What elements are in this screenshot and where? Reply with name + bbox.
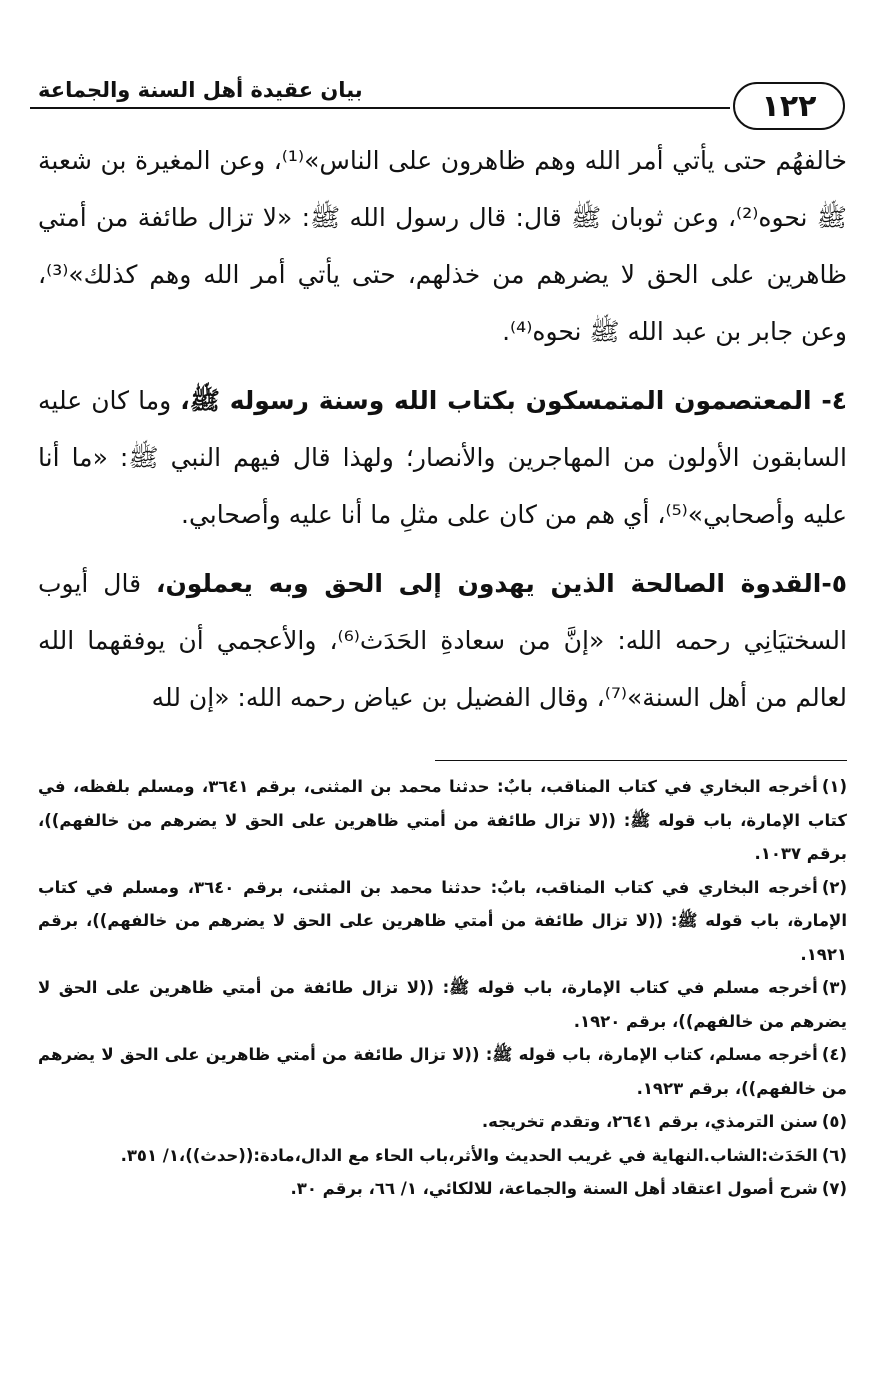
footnote-2 (38, 871, 847, 972)
paragraph-2-text: وما كان عليه السابقون الأولون من المهاجرين والأنصار؛ ولهذا قال فيهم النبي ﷺ: «ما أنا عليه وأصحابي»⁽⁵⁾، أي هم من كان على مثلِ ما أنا عليه وأصحابي. (38, 386, 847, 529)
footnote-number: (١) (821, 777, 847, 796)
paragraph-3-heading: ٥-القدوة الصالحة الذين يهدون إلى الحق وبه يعملون، (155, 569, 848, 598)
footnote-text: أخرجه البخاري في كتاب المناقب، بابٌ: حدثنا محمد بن المثنى، برقم ٣٦٤٠، ومسلم في كتاب الإمارة، باب قوله ﷺ: ((لا تزال طائفة من أمتي ظاهرين على الحق لا يضرهم من خالفهم))، برقم ١٩٢١. (38, 877, 847, 964)
footnote-number: (٤) (821, 1045, 847, 1064)
running-title: بيان عقيدة أهل السنة والجماعة (38, 78, 363, 102)
footnote-number: (٢) (821, 877, 848, 897)
paragraph-3 (38, 555, 847, 726)
footnote-number: (٥) (821, 1112, 847, 1131)
paragraph-2 (38, 372, 847, 543)
paragraph-1-text: خالفهُم حتى يأتي أمر الله وهم ظاهرون على الناس»⁽¹⁾، وعن المغيرة بن شعبة ﷺ نحوه⁽²⁾، وعن ثوبان ﷺ قال: قال رسول الله ﷺ: «لا تزال طائفة من أمتي ظاهرين على الحق لا يضرهم من خذلهم، حتى يأتي أمر الله وهم كذلك»⁽³⁾، وعن جابر بن عبد الله ﷺ نحوه⁽⁴⁾. (38, 146, 847, 346)
paragraph-2-heading: ٤- المعتصمون المتمسكون بكتاب الله وسنة رسوله ﷺ، (180, 386, 847, 415)
footnote-text: أخرجه البخاري في كتاب المناقب، بابٌ: حدثنا محمد بن المثنى، برقم ٣٦٤١، ومسلم بلفظه، في كتاب الإمارة، باب قوله ﷺ: ((لا تزال طائفة من أمتي ظاهرين على الحق لا يضرهم من خالفهم))، برقم ١٠٣٧. (38, 777, 847, 863)
footnote-1 (38, 770, 847, 871)
header-rule (30, 107, 730, 109)
page-number: ١٢٢ (733, 82, 845, 130)
footnote-4 (38, 1038, 847, 1105)
footnote-6 (38, 1139, 847, 1173)
page-header (30, 74, 845, 134)
footnote-separator (435, 760, 847, 761)
footnote-number: (٣) (821, 978, 847, 997)
footnote-5 (38, 1105, 847, 1139)
footnote-text: شرح أصول اعتقاد أهل السنة والجماعة، للالكائي، ١/ ٦٦، برقم ٣٠. (290, 1179, 818, 1198)
footnotes (38, 770, 847, 1206)
main-text (38, 132, 847, 726)
footnote-7 (38, 1172, 847, 1206)
footnote-text: أخرجه مسلم في كتاب الإمارة، باب قوله ﷺ: ((لا تزال طائفة من أمتي ظاهرين على الحق لا يضرهم من خالفهم))، برقم ١٩٢٠. (38, 978, 847, 1031)
paragraph-3-text: قال أيوب السختيَانِي رحمه الله: «إنَّ من سعادةِ الحَدَث⁽⁶⁾، والأعجمي أن يوفقهما الله لعالم من أهل السنة»⁽⁷⁾، وقال الفضيل بن عياض رحمه الله: «إن لله (38, 569, 847, 712)
footnote-number: (٦) (821, 1145, 847, 1165)
footnote-number: (٧) (821, 1179, 847, 1198)
paragraph-1 (38, 132, 847, 360)
footnote-text: الحَدَث:الشاب.النهاية في غريب الحديث والأثر،باب الحاء مع الدال،مادة:((حدث))،١/ ٣٥١. (120, 1145, 818, 1165)
footnote-3 (38, 971, 847, 1038)
footnote-text: أخرجه مسلم، كتاب الإمارة، باب قوله ﷺ: ((لا تزال طائفة من أمتي ظاهرين على الحق لا يضرهم من خالفهم))، برقم ١٩٢٣. (38, 1045, 847, 1098)
footnote-text: سنن الترمذي، برقم ٢٦٤١، وتقدم تخريجه. (481, 1112, 818, 1131)
